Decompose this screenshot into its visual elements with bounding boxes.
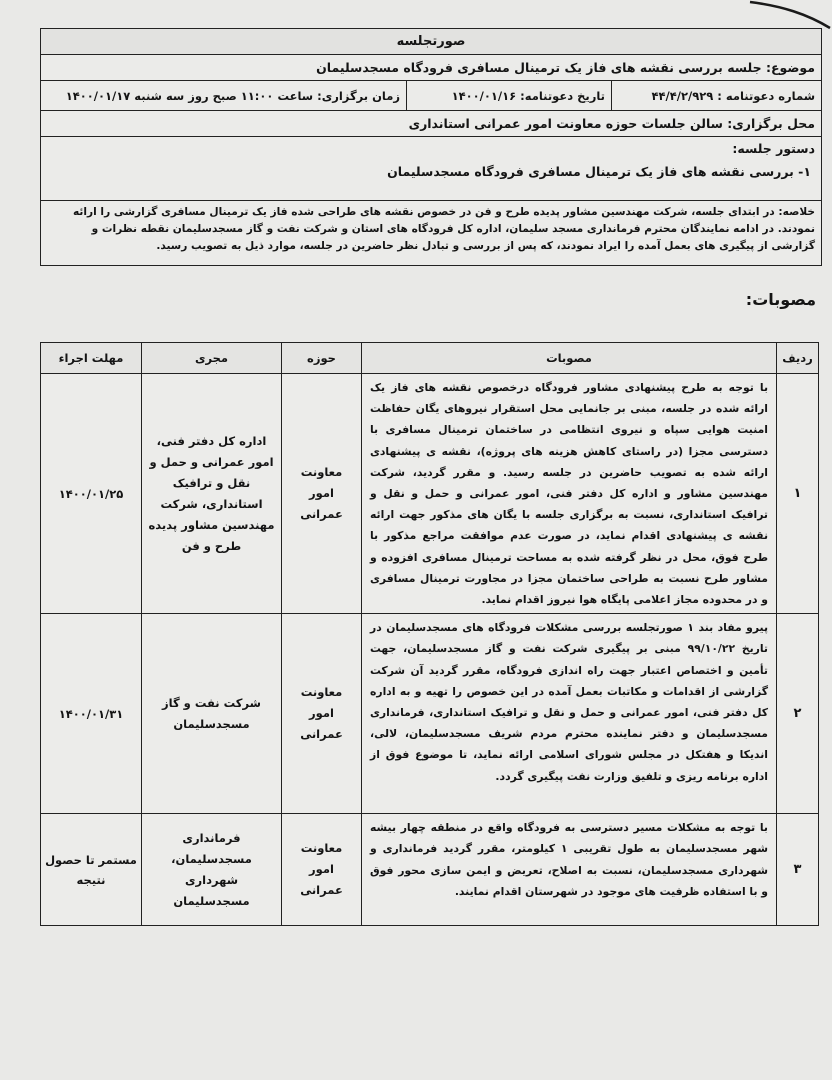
table-header-row <box>41 343 819 374</box>
meeting-venue: محل برگزاری: سالن جلسات حوزه معاونت امور عمرانی استانداری <box>41 111 821 137</box>
meeting-time: زمان برگزاری: ساعت ۱۱:۰۰ صبح روز سه شنبه ۱۴۰۰/۰۱/۱۷ <box>65 88 400 103</box>
meeting-summary: خلاصه: در ابتدای جلسه، شرکت مهندسین مشاور پدیده طرح و فن در خصوص نقشه های طراحی شده فاز یک ترمینال مسافری گزارشی را ارائه نمودند. در ادامه نمایندگان محترم فرمانداری مسجد سلیمان، اداره کل فرودگاه های استان و شرکت نفت و گاز مسجدسلیمان نقطه نظرات و گزارشی از پیگیری های بعمل آمده را ایراد نمودند، که پس از بررسی و تبادل نظر حاضرین در جلسه، موارد ذیل به تصویب رسید. <box>72 206 815 252</box>
meeting-info-row <box>41 81 821 111</box>
agenda-item: ۱- بررسی نقشه های فاز یک ترمینال مسافری فرودگاه مسجدسلیمان <box>387 164 811 179</box>
row-number: ۱ <box>777 374 819 614</box>
header-executor: مجری <box>142 343 282 374</box>
row-number: ۳ <box>777 814 819 926</box>
table-row <box>41 814 819 926</box>
document-title: صورتجلسه <box>41 29 821 55</box>
invitation-date: تاریخ دعوتنامه: ۱۴۰۰/۰۱/۱۶ <box>406 81 611 110</box>
executor-cell: اداره کل دفتر فنی، امور عمرانی و حمل و نقل و ترافیک استانداری، شرکت مهندسین مشاور پدیده طرح و فن <box>142 374 282 614</box>
domain-cell: معاونت امور عمرانی <box>282 814 362 926</box>
approvals-heading: مصوبات: <box>745 290 816 309</box>
meeting-header-box <box>40 28 822 266</box>
executor-cell: شرکت نفت و گاز مسجدسلیمان <box>142 614 282 814</box>
invitation-number: شماره دعوتنامه : ۴۴/۴/۲/۹۲۹ <box>611 81 821 110</box>
resolution-text: با توجه به مشکلات مسیر دسترسی به فرودگاه واقع در منطقه چهار بیشه شهر مسجدسلیمان به طول تقریبی ۱ کیلومتر، مقرر گردید فرمانداری و شهرداری مسجدسلیمان، نسبت به اصلاح، تعریض و ایمن سازی محور فوق و با استفاده ظرفیت های موجود در شهرستان اقدام نمایند. <box>362 814 777 926</box>
meeting-subject: موضوع: جلسه بررسی نقشه های فاز یک ترمینال مسافری فرودگاه مسجدسلیمان <box>41 55 821 81</box>
agenda-section <box>41 137 821 201</box>
header-deadline: مهلت اجراء <box>41 343 142 374</box>
table-row <box>41 374 819 614</box>
header-row-number: ردیف <box>777 343 819 374</box>
domain-cell: معاونت امور عمرانی <box>282 614 362 814</box>
deadline-cell: ۱۴۰۰/۰۱/۳۱ <box>41 614 142 814</box>
row-number: ۲ <box>777 614 819 814</box>
header-domain: حوزه <box>282 343 362 374</box>
header-resolution: مصوبات <box>362 343 777 374</box>
resolution-text: پیرو مفاد بند ۱ صورتجلسه بررسی مشکلات فرودگاه های مسجدسلیمان در تاریخ ۹۹/۱۰/۲۲ مبنی بر پیگیری شرکت نفت و گاز مسجدسلیمان، جهت تأمین و اختصاص اعتبار جهت راه اندازی فرودگاه، مقرر گردید آن شرکت گزارشی از اقدامات و مکاتبات بعمل آمده در این خصوص را تهیه و به اداره کل دفتر فنی، امور عمرانی و حمل و نقل و ترافیک استانداری، فرمانداری مسجدسلیمان و دفتر نماینده محترم مردم شریف مسجدسلیمان، لالی، اندیکا و هفتکل در مجلس شورای اسلامی ارائه نماید، تا موضوع فوق از اداره برنامه ریزی و تلفیق وزارت نفت پیگیری گردد. <box>362 614 777 814</box>
table-row <box>41 614 819 814</box>
domain-cell: معاونت امور عمرانی <box>282 374 362 614</box>
executor-cell: فرمانداری مسجدسلیمان، شهرداری مسجدسلیمان <box>142 814 282 926</box>
deadline-cell: ۱۴۰۰/۰۱/۲۵ <box>41 374 142 614</box>
deadline-cell: مستمر تا حصول نتیجه <box>41 814 142 926</box>
agenda-label: دستور جلسه: <box>732 141 815 156</box>
resolution-text: با توجه به طرح پیشنهادی مشاور فرودگاه درخصوص نقشه های فاز یک ارائه شده در جلسه، مبنی بر جانمایی محل استقرار نیروهای یگان حفاظت امنیت هوایی سپاه و نیروی انتظامی در ساختمان ترمینال مسافری با دسترسی مجزا (در راستای کاهش هزینه های پروژه)، نقشه ی پیشنهادی ارائه شده به تصویب حاضرین در جلسه رسید. و مقرر گردید، شرکت مهندسین مشاور و اداره کل دفتر فنی، امور عمرانی و حمل و نقل و ترافیک استانداری، نسبت به برگزاری جلسه با یگان های مذکور جهت ارائه نقشه ی پیشنهادی اقدام نماید، در صورت عدم موافقت مراجع مذکور با طرح فوق، محل در نظر گرفته شده به مساحت ترمینال مسافری افزوده و مشاور طرح نسبت به طراحی ساختمان مجزا در مجاورت ترمینال مسافری و در محدوده مجاز اعلامی پایگاه هوا نیروز اقدام نماید. <box>362 374 777 614</box>
corner-scan-line <box>742 0 832 30</box>
approvals-table <box>40 342 819 926</box>
